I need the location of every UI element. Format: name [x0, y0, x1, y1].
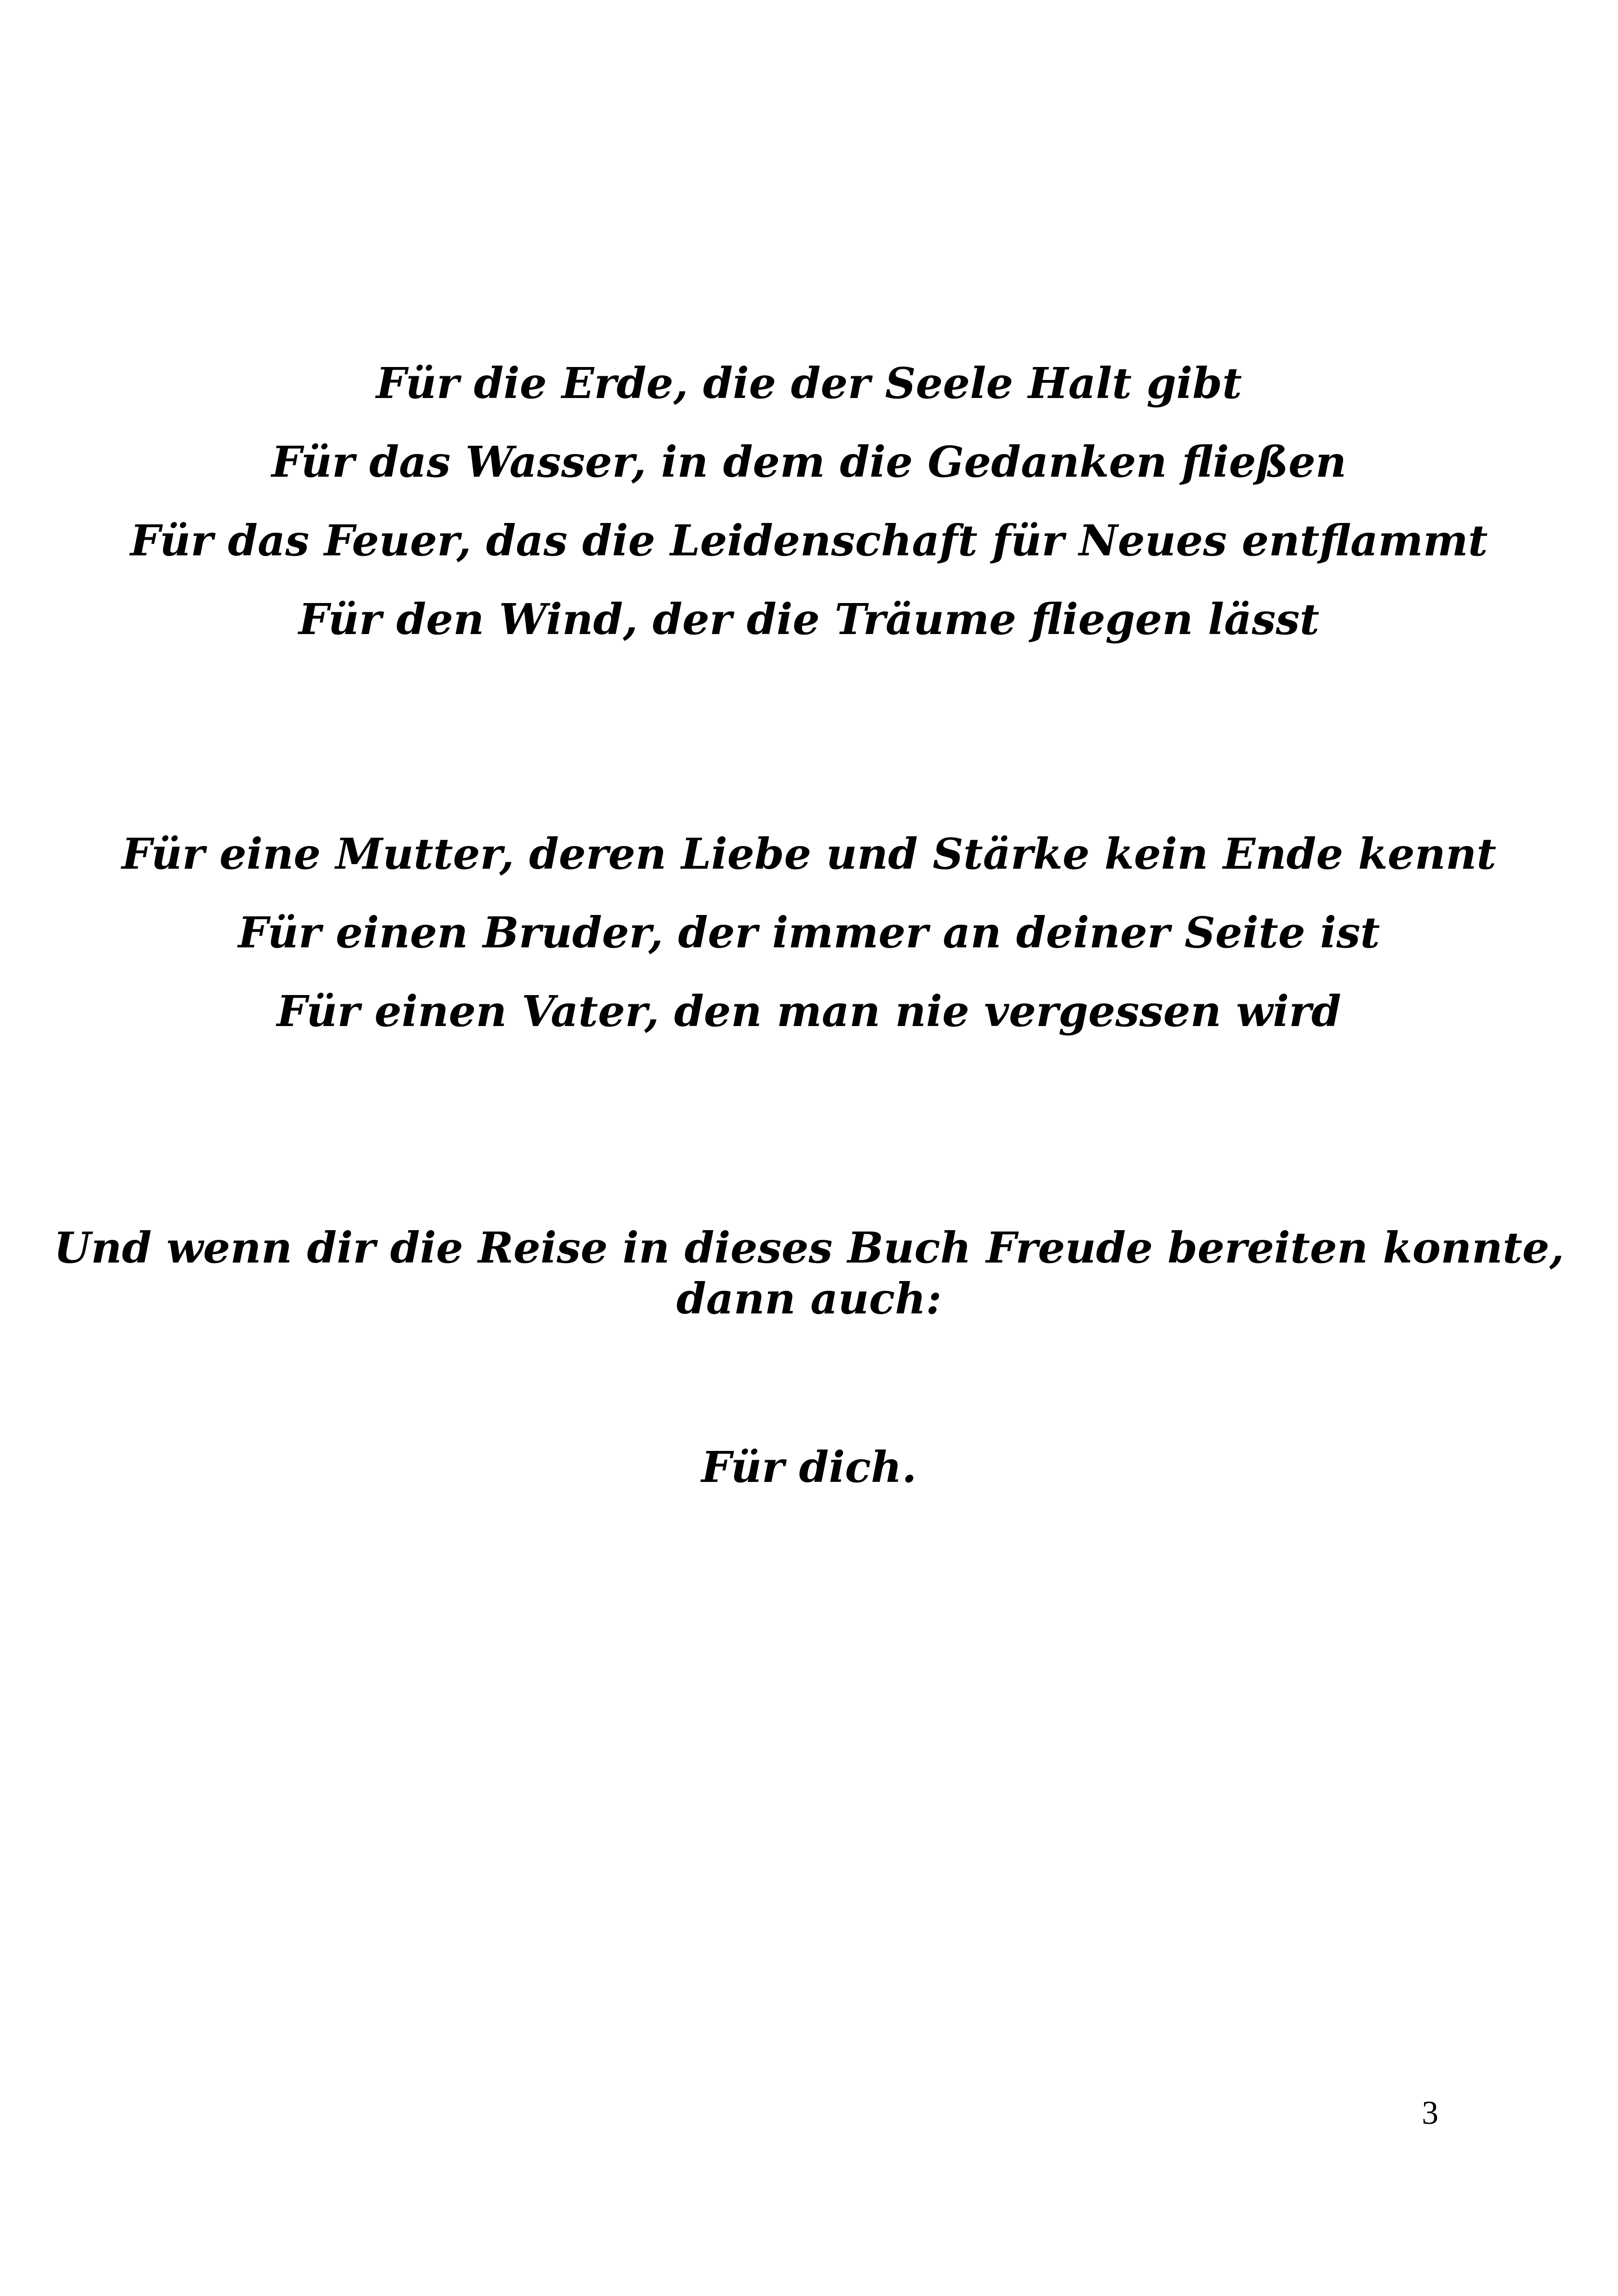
- dedication-line: Für einen Vater, den man nie vergessen wird: [277, 986, 1341, 1036]
- closing-line: Und wenn dir die Reise in dieses Buch Freude bereiten konnte,: [54, 1223, 1564, 1273]
- dedication-line: Für den Wind, der die Träume fliegen lässt: [299, 594, 1319, 644]
- page-number: 3: [1422, 2094, 1438, 2131]
- dedication-line: Für das Feuer, das die Leidenschaft für Neues entflammt: [130, 516, 1488, 566]
- dedication-line: Für eine Mutter, deren Liebe und Stärke kein Ende kennt: [121, 829, 1496, 879]
- dedication-line: Für einen Bruder, der immer an deiner Seite ist: [238, 908, 1380, 958]
- closing-line: dann auch:: [676, 1274, 942, 1324]
- dedication-line: Für das Wasser, in dem die Gedanken fließen: [271, 437, 1347, 487]
- final-dedication-line: Für dich.: [701, 1442, 917, 1492]
- dedication-line: Für die Erde, die der Seele Halt gibt: [376, 358, 1242, 408]
